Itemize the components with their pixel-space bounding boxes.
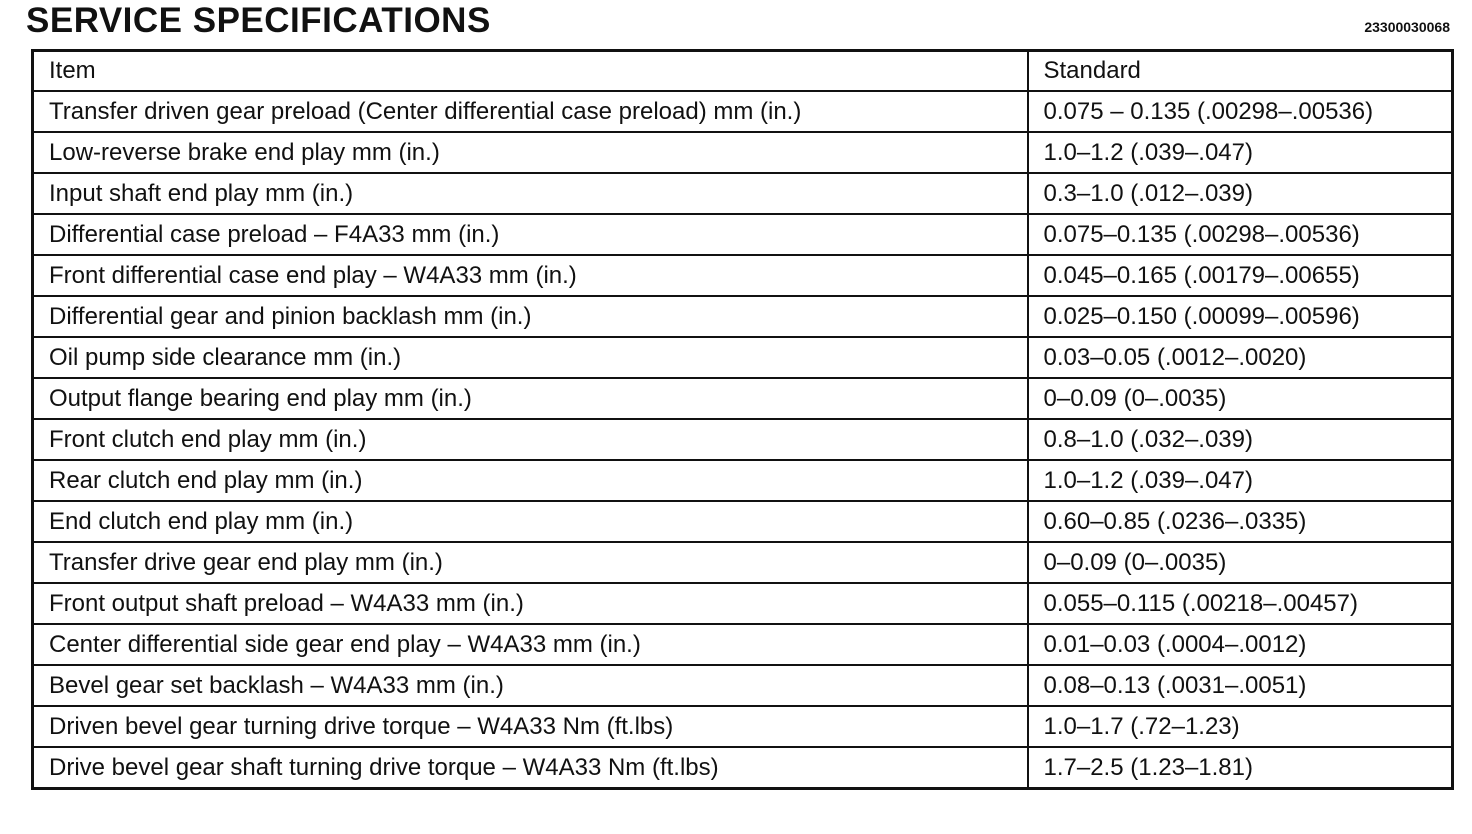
item-cell: Bevel gear set backlash – W4A33 mm (in.) — [33, 665, 1028, 706]
standard-cell: 1.0–1.7 (.72–1.23) — [1028, 706, 1453, 747]
item-cell: Front differential case end play – W4A33 mm (in.) — [33, 255, 1028, 296]
item-cell: Output flange bearing end play mm (in.) — [33, 378, 1028, 419]
document-id: 23300030068 — [1364, 19, 1450, 35]
item-cell: Transfer drive gear end play mm (in.) — [33, 542, 1028, 583]
standard-cell: 0.3–1.0 (.012–.039) — [1028, 173, 1453, 214]
table-row — [33, 214, 1453, 255]
item-cell: Center differential side gear end play – W4A33 mm (in.) — [33, 624, 1028, 665]
standard-cell: 0.01–0.03 (.0004–.0012) — [1028, 624, 1453, 665]
table-row — [33, 337, 1453, 378]
table-row — [33, 378, 1453, 419]
table-row — [33, 583, 1453, 624]
standard-cell: 0.055–0.115 (.00218–.00457) — [1028, 583, 1453, 624]
table-row — [33, 296, 1453, 337]
standard-cell: 0.08–0.13 (.0031–.0051) — [1028, 665, 1453, 706]
item-cell: Oil pump side clearance mm (in.) — [33, 337, 1028, 378]
standard-cell: 0–0.09 (0–.0035) — [1028, 542, 1453, 583]
table-row — [33, 501, 1453, 542]
table-row — [33, 624, 1453, 665]
standard-cell: 0.60–0.85 (.0236–.0335) — [1028, 501, 1453, 542]
item-cell: Differential gear and pinion backlash mm (in.) — [33, 296, 1028, 337]
table-row — [33, 91, 1453, 132]
item-cell: Driven bevel gear turning drive torque – W4A33 Nm (ft.lbs) — [33, 706, 1028, 747]
table-row — [33, 460, 1453, 501]
item-cell: Input shaft end play mm (in.) — [33, 173, 1028, 214]
item-cell: Differential case preload – F4A33 mm (in.) — [33, 214, 1028, 255]
standard-cell: 0.045–0.165 (.00179–.00655) — [1028, 255, 1453, 296]
standard-cell: 0–0.09 (0–.0035) — [1028, 378, 1453, 419]
standard-cell: 0.025–0.150 (.00099–.00596) — [1028, 296, 1453, 337]
column-header-standard: Standard — [1028, 51, 1453, 92]
column-header-item: Item — [33, 51, 1028, 92]
standard-cell: 0.8–1.0 (.032–.039) — [1028, 419, 1453, 460]
standard-cell: 0.075 – 0.135 (.00298–.00536) — [1028, 91, 1453, 132]
table-row — [33, 542, 1453, 583]
table-row — [33, 747, 1453, 789]
standard-cell: 0.075–0.135 (.00298–.00536) — [1028, 214, 1453, 255]
service-specifications-table — [31, 49, 1454, 790]
standard-cell: 1.0–1.2 (.039–.047) — [1028, 132, 1453, 173]
table-row — [33, 706, 1453, 747]
table-row — [33, 419, 1453, 460]
item-cell: Transfer driven gear preload (Center differential case preload) mm (in.) — [33, 91, 1028, 132]
table-row — [33, 173, 1453, 214]
table-row — [33, 132, 1453, 173]
table-row — [33, 665, 1453, 706]
standard-cell: 1.0–1.2 (.039–.047) — [1028, 460, 1453, 501]
item-cell: End clutch end play mm (in.) — [33, 501, 1028, 542]
item-cell: Drive bevel gear shaft turning drive torque – W4A33 Nm (ft.lbs) — [33, 747, 1028, 789]
item-cell: Front clutch end play mm (in.) — [33, 419, 1028, 460]
page-title: SERVICE SPECIFICATIONS — [26, 1, 491, 40]
standard-cell: 1.7–2.5 (1.23–1.81) — [1028, 747, 1453, 789]
standard-cell: 0.03–0.05 (.0012–.0020) — [1028, 337, 1453, 378]
table-row — [33, 255, 1453, 296]
table-header-row — [33, 51, 1453, 92]
item-cell: Low-reverse brake end play mm (in.) — [33, 132, 1028, 173]
item-cell: Front output shaft preload – W4A33 mm (in.) — [33, 583, 1028, 624]
item-cell: Rear clutch end play mm (in.) — [33, 460, 1028, 501]
